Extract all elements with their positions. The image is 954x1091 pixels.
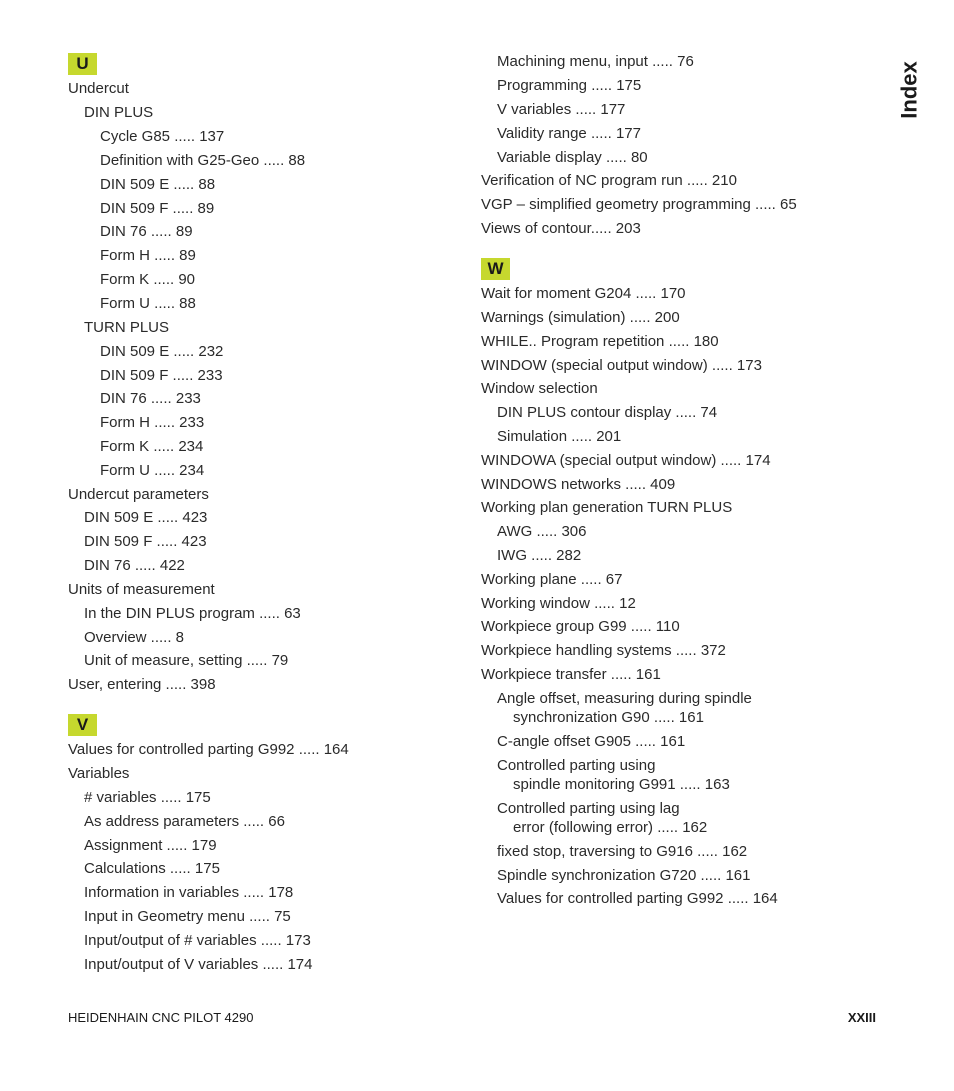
index-entry: DIN 509 E ..... 423 [84, 509, 208, 526]
index-entry: Form K ..... 90 [100, 271, 196, 288]
index-entry: Values for controlled parting G992 ..... 164 [497, 890, 778, 907]
index-entry: Verification of NC program run ..... 210 [481, 172, 737, 189]
index-entry: error (following error) ..... 162 [513, 819, 708, 836]
index-entry: TURN PLUS [84, 319, 170, 336]
index-entry: IWG ..... 282 [497, 547, 582, 564]
index-entry: synchronization G90 ..... 161 [513, 709, 704, 726]
index-entry: Input in Geometry menu ..... 75 [84, 908, 291, 925]
index-entry: Spindle synchronization G720 ..... 161 [497, 867, 751, 884]
section-letter-w: W [481, 258, 510, 280]
index-entry: Controlled parting using lag [497, 800, 680, 817]
index-entry: VGP – simplified geometry programming ..... 65 [481, 196, 797, 213]
index-entry: Validity range ..... 177 [497, 125, 641, 142]
index-entry: DIN 509 F ..... 423 [84, 533, 207, 550]
section-letter-u: U [68, 53, 97, 75]
index-entry: Working plane ..... 67 [481, 571, 623, 588]
index-entry: DIN PLUS [84, 104, 154, 121]
index-entry: User, entering ..... 398 [68, 676, 216, 693]
index-entry: Simulation ..... 201 [497, 428, 622, 445]
index-entry: C-angle offset G905 ..... 161 [497, 733, 686, 750]
index-entry: Form U ..... 234 [100, 462, 205, 479]
index-entry: Calculations ..... 175 [84, 860, 220, 877]
footer-title: HEIDENHAIN CNC PILOT 4290 [68, 1010, 254, 1025]
index-entry: Working plan generation TURN PLUS [481, 499, 733, 516]
index-entry: Definition with G25-Geo ..... 88 [100, 152, 306, 169]
index-entry: DIN 76 ..... 422 [84, 557, 185, 574]
index-entry: AWG ..... 306 [497, 523, 587, 540]
index-entry: Form K ..... 234 [100, 438, 204, 455]
index-entry: Programming ..... 175 [497, 77, 642, 94]
index-entry: Information in variables ..... 178 [84, 884, 294, 901]
index-entry: # variables ..... 175 [84, 789, 211, 806]
index-entry: fixed stop, traversing to G916 ..... 162 [497, 843, 748, 860]
index-entry: Variable display ..... 80 [497, 149, 648, 166]
index-entry: Window selection [481, 380, 598, 397]
index-entry: Warnings (simulation) ..... 200 [481, 309, 680, 326]
index-entry: Variables [68, 765, 130, 782]
section-letter-v: V [68, 714, 97, 736]
index-entry: Cycle G85 ..... 137 [100, 128, 225, 145]
index-entry: Form U ..... 88 [100, 295, 196, 312]
index-entry: DIN 76 ..... 233 [100, 390, 201, 407]
index-entry: Workpiece transfer ..... 161 [481, 666, 661, 683]
index-entry: WINDOW (special output window) ..... 173 [481, 357, 762, 374]
index-entry: Working window ..... 12 [481, 595, 636, 612]
index-entry: V variables ..... 177 [497, 101, 626, 118]
index-entry: WINDOWA (special output window) ..... 174 [481, 452, 771, 469]
index-side-tab [893, 60, 927, 120]
index-entry: Wait for moment G204 ..... 170 [481, 285, 686, 302]
index-entry: DIN 509 F ..... 89 [100, 200, 215, 217]
index-entry: Workpiece handling systems ..... 372 [481, 642, 726, 659]
index-entry: Assignment ..... 179 [84, 837, 217, 854]
index-entry: Views of contour..... 203 [481, 220, 641, 237]
index-entry: DIN 509 E ..... 232 [100, 343, 224, 360]
index-entry: Form H ..... 89 [100, 247, 196, 264]
index-entry: DIN PLUS contour display ..... 74 [497, 404, 718, 421]
index-entry: Form H ..... 233 [100, 414, 205, 431]
index-entry: Angle offset, measuring during spindle [497, 690, 752, 707]
index-entry: Controlled parting using [497, 757, 656, 774]
index-side-label: Index [897, 61, 922, 119]
index-entry: Unit of measure, setting ..... 79 [84, 652, 289, 669]
index-entry: Overview ..... 8 [84, 629, 185, 646]
page-number: XXIII [847, 1010, 876, 1025]
index-entry: DIN 509 F ..... 233 [100, 367, 223, 384]
index-entry: Undercut [68, 80, 129, 97]
index-entry: Workpiece group G99 ..... 110 [481, 618, 680, 635]
index-entry: Undercut parameters [68, 486, 209, 503]
index-entry: Units of measurement [68, 581, 215, 598]
index-entry: spindle monitoring G991 ..... 163 [513, 776, 730, 793]
index-entry: Input/output of V variables ..... 174 [84, 956, 313, 973]
index-entry: Input/output of # variables ..... 173 [84, 932, 311, 949]
index-entry: Machining menu, input ..... 76 [497, 53, 694, 70]
index-entry: WINDOWS networks ..... 409 [481, 476, 676, 493]
index-entry: In the DIN PLUS program ..... 63 [84, 605, 301, 622]
index-entry: DIN 76 ..... 89 [100, 223, 193, 240]
index-entry: WHILE.. Program repetition ..... 180 [481, 333, 719, 350]
index-entry: Values for controlled parting G992 ..... 164 [68, 741, 349, 758]
index-entry: As address parameters ..... 66 [84, 813, 285, 830]
index-entry: DIN 509 E ..... 88 [100, 176, 216, 193]
